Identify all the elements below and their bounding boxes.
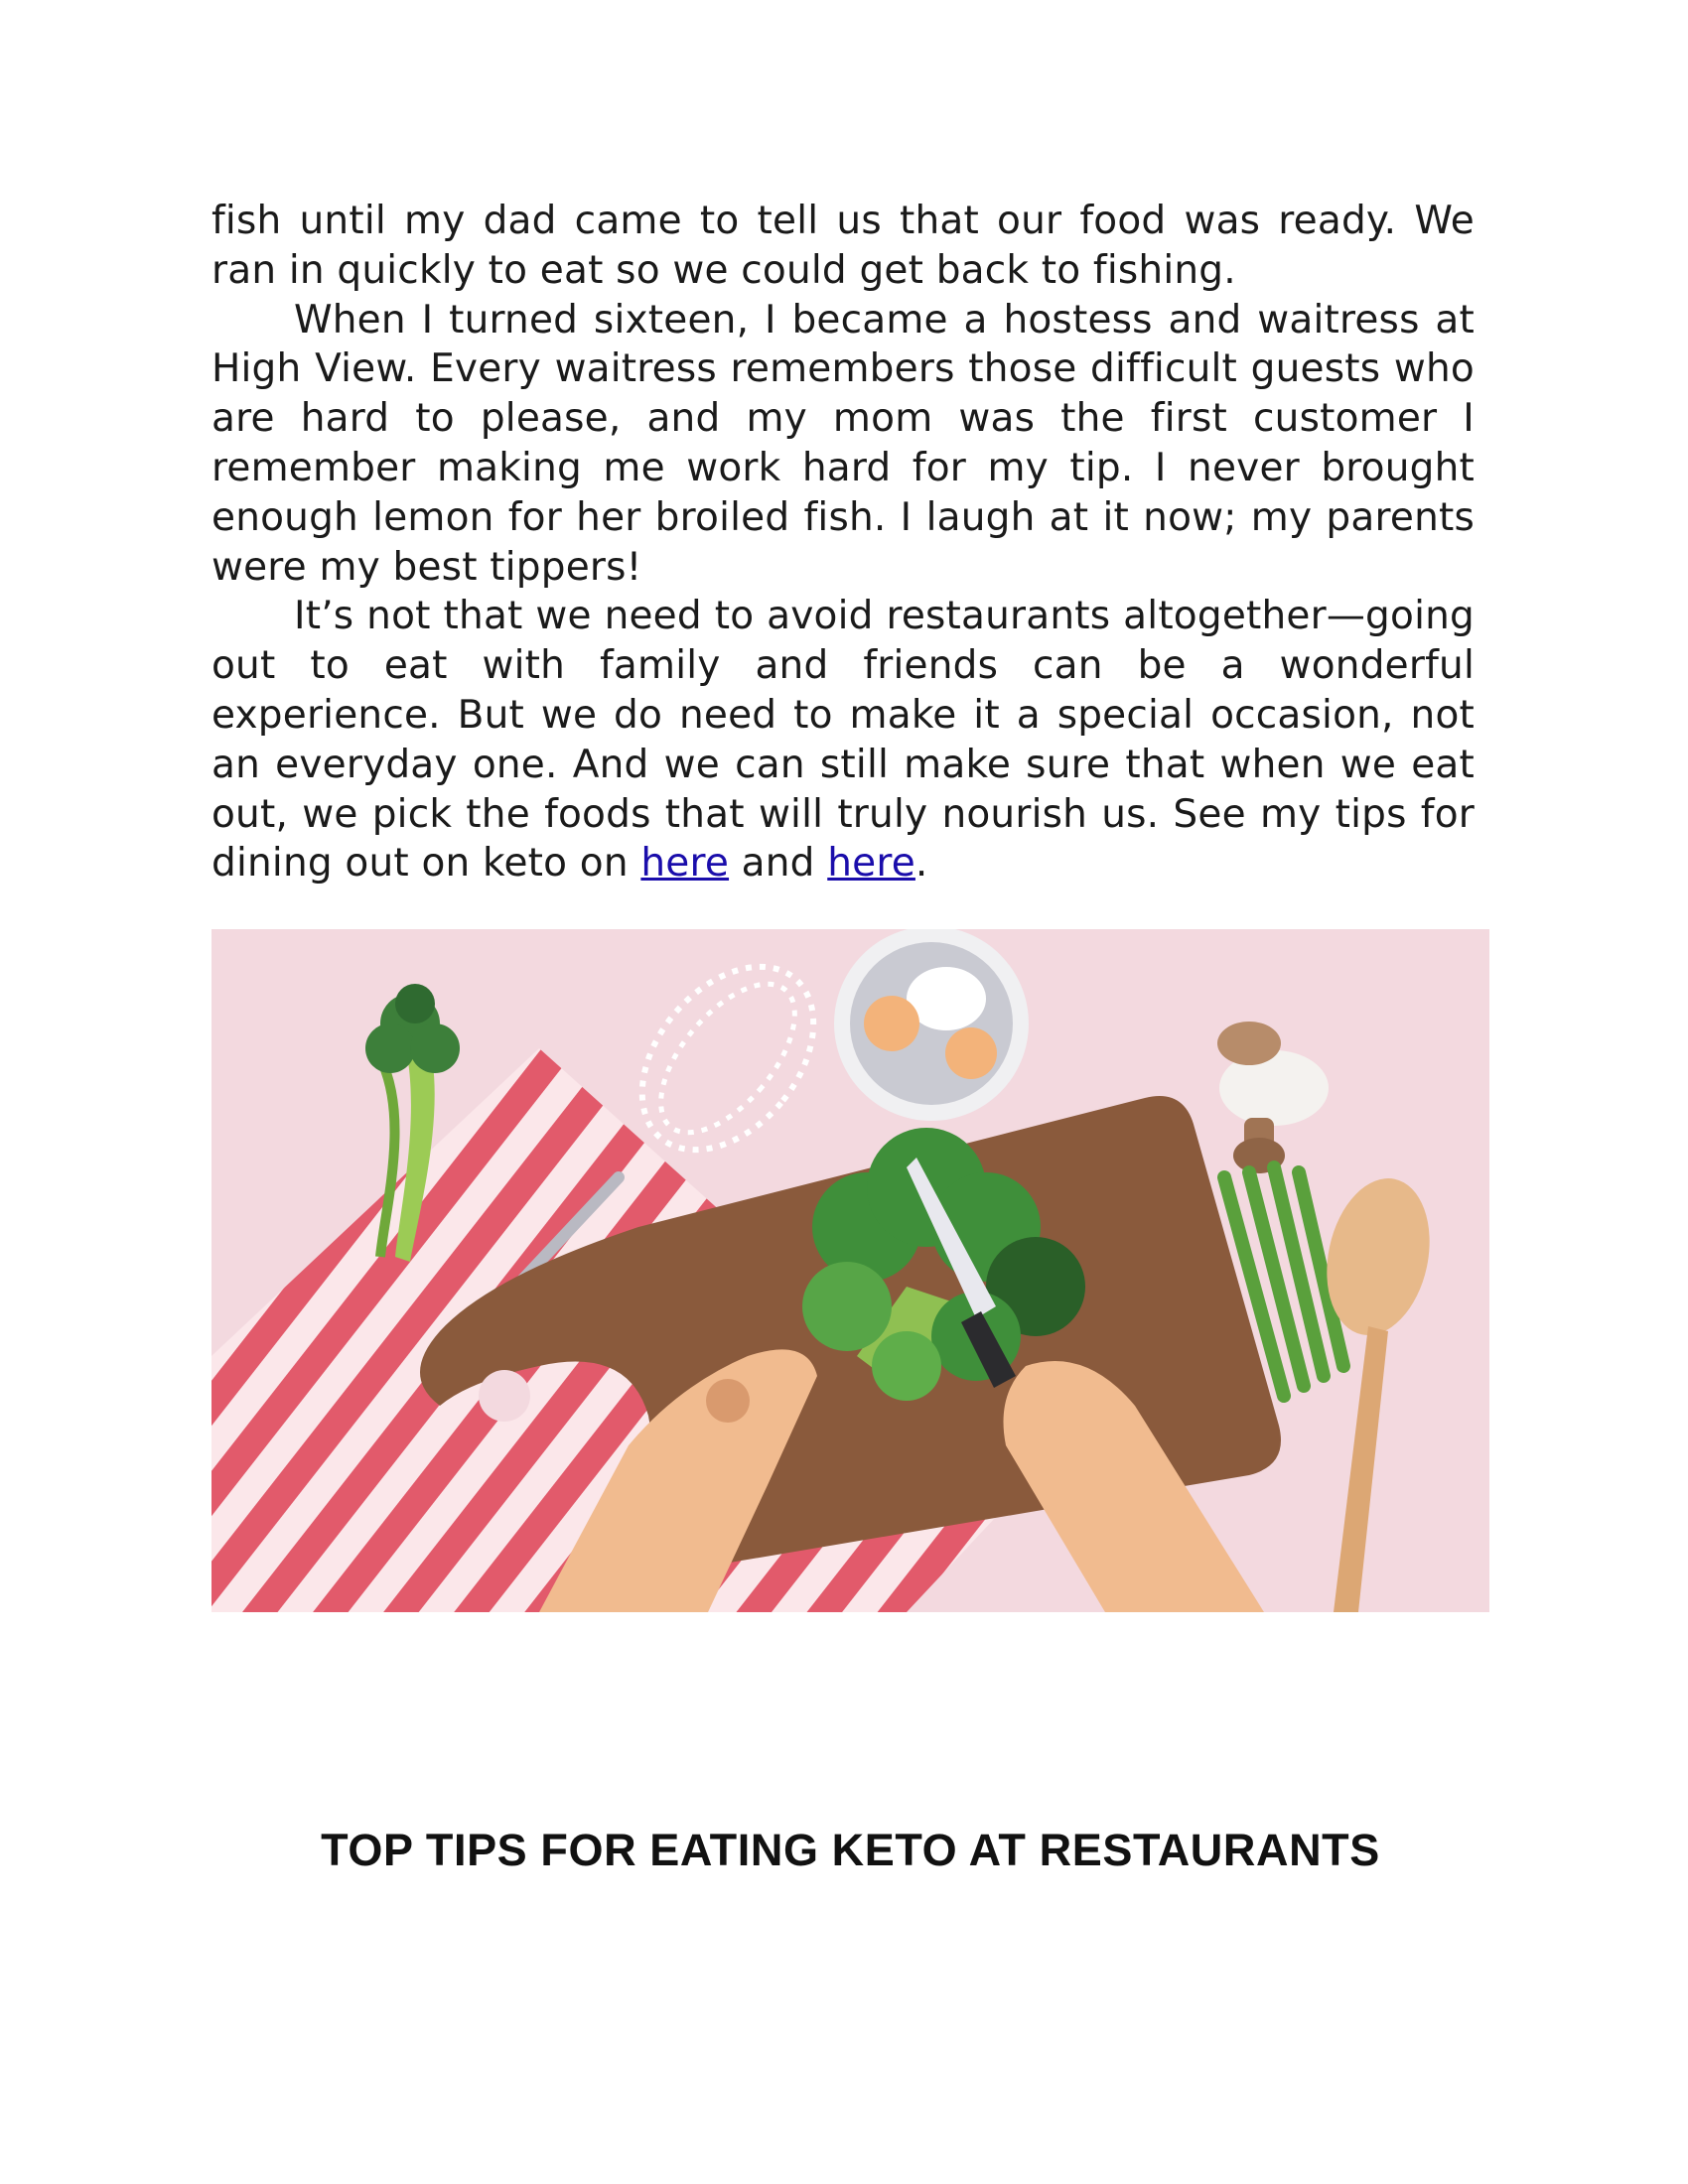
egg-bowl-icon — [834, 929, 1029, 1121]
paragraph-continuation: fish until my dad came to tell us that our food was ready. We ran in quickly to eat so we could get back to fishing. — [211, 199, 1475, 293]
section-heading: TOP TIPS FOR EATING KETO AT RESTAURANTS — [321, 1825, 1380, 1875]
paragraph-restaurants-end: . — [914, 841, 928, 887]
paragraph-restaurants-text: It’s not that we need to avoid restaurants altogether—going out to eat with family and friends can be a wonderful experience. But we do need to make it a special occasion, not an everyday one. And we can still make sure that when we eat out, we pick the foods that will truly nourish us. See my tips for dining out on keto on — [211, 594, 1475, 887]
paragraph-restaurants — [211, 592, 1475, 888]
here-link-2[interactable]: here — [827, 841, 915, 887]
cooking-illustration-svg — [211, 929, 1489, 1612]
paragraph-restaurants-between: and — [729, 841, 828, 887]
paragraph-waitress: When I turned sixteen, I became a hostess and waitress at High View. Every waitress remembers those difficult guests who are hard to please, and my mom was the first customer I remember making me work hard for my tip. I never brought enough lemon for her broiled fish. I laugh at it now; my parents were my best tippers! — [211, 297, 1475, 590]
here-link-1[interactable]: here — [640, 841, 730, 887]
cooking-illustration — [211, 929, 1489, 1612]
body-text — [211, 197, 1475, 888]
